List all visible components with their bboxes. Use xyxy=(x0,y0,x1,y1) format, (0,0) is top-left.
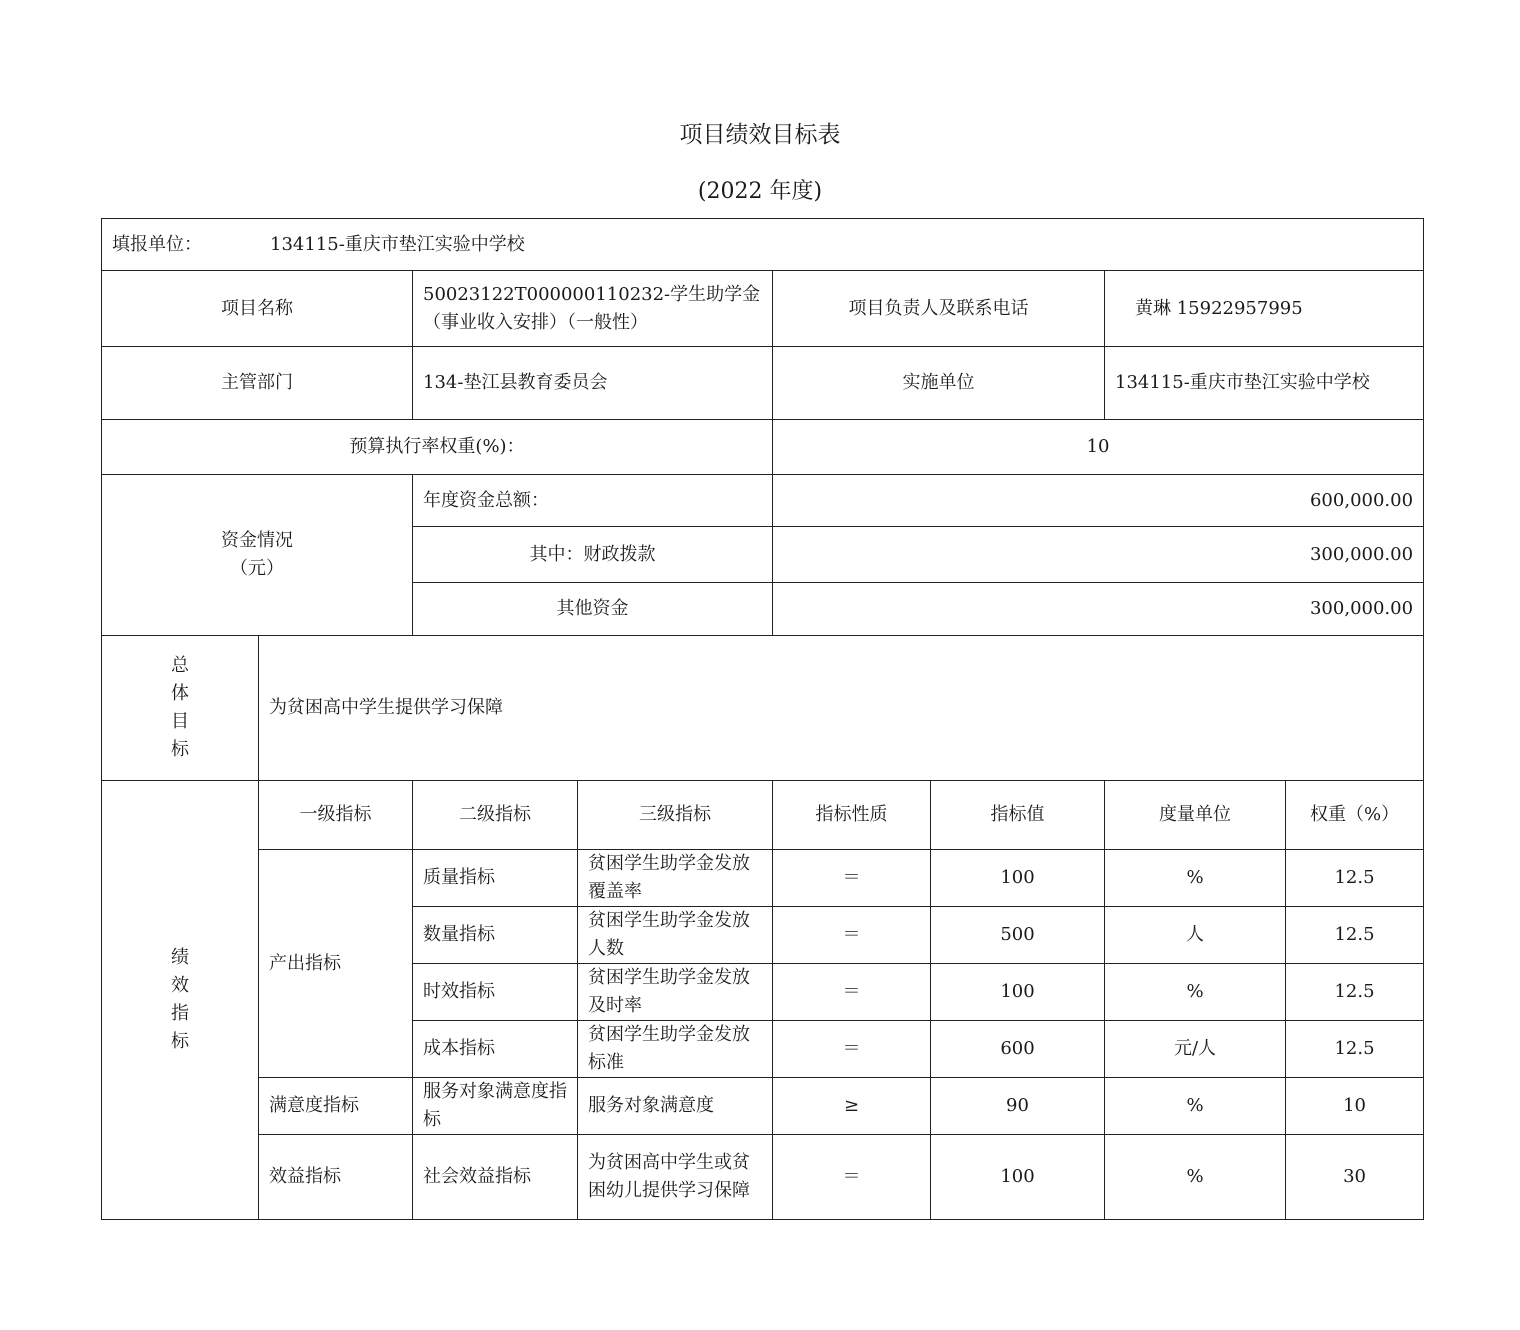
value-cell: 500 xyxy=(931,907,1105,964)
value-cell: 100 xyxy=(931,964,1105,1021)
dept-row xyxy=(102,347,1424,420)
header-level2: 二级指标 xyxy=(413,781,578,850)
level3-cell: 贫困学生助学金发放覆盖率 xyxy=(578,850,773,907)
contact-label: 项目负责人及联系电话 xyxy=(773,271,1105,347)
level3-cell: 贫困学生助学金发放标准 xyxy=(578,1021,773,1078)
perf-label-char: 指 xyxy=(171,1003,189,1024)
nature-cell: ＝ xyxy=(773,1135,931,1220)
dept-label: 主管部门 xyxy=(102,347,413,420)
indicator-row xyxy=(102,1135,1424,1220)
funds-fiscal-label: 其中：财政拨款 xyxy=(413,527,773,583)
goal-label-char: 目 xyxy=(171,711,189,732)
project-name-label: 项目名称 xyxy=(102,271,413,347)
budget-rate-row xyxy=(102,420,1424,475)
unit-cell: 人 xyxy=(1105,907,1286,964)
funds-total-row xyxy=(102,475,1424,527)
header-value: 指标值 xyxy=(931,781,1105,850)
weight-cell: 12.5 xyxy=(1286,907,1424,964)
funds-label-line2: （元） xyxy=(230,558,284,579)
page-title: 项目绩效目标表 xyxy=(679,122,841,148)
indicator-row xyxy=(102,1078,1424,1135)
contact-value: 黄琳 15922957995 xyxy=(1105,271,1424,347)
impl-unit-value: 134115-重庆市垫江实验中学校 xyxy=(1105,347,1424,420)
level1-satisfaction: 满意度指标 xyxy=(259,1078,413,1135)
level3-cell: 为贫困高中学生或贫困幼儿提供学习保障 xyxy=(578,1135,773,1220)
level1-output: 产出指标 xyxy=(259,850,413,1078)
funds-other-value: 300,000.00 xyxy=(773,583,1424,636)
dept-value: 134-垫江县教育委员会 xyxy=(413,347,773,420)
weight-cell: 12.5 xyxy=(1286,1021,1424,1078)
unit-cell: 元/人 xyxy=(1105,1021,1286,1078)
funds-total-label: 年度资金总额： xyxy=(413,475,773,527)
overall-goal-row xyxy=(102,636,1424,781)
value-cell: 600 xyxy=(931,1021,1105,1078)
perf-indicator-label xyxy=(102,781,259,1220)
header-unit: 度量单位 xyxy=(1105,781,1286,850)
budget-rate-label: 预算执行率权重(%)： xyxy=(102,420,773,475)
unit-cell: % xyxy=(1105,850,1286,907)
overall-goal-text: 为贫困高中学生提供学习保障 xyxy=(259,636,1424,781)
funds-total-value: 600,000.00 xyxy=(773,475,1424,527)
nature-cell: ＝ xyxy=(773,1021,931,1078)
project-name-value: 50023122T000000110232-学生助学金（事业收入安排）（一般性） xyxy=(413,271,773,347)
unit-value: 134115-重庆市垫江实验中学校 xyxy=(270,233,525,255)
weight-cell: 30 xyxy=(1286,1135,1424,1220)
impl-unit-label: 实施单位 xyxy=(773,347,1105,420)
level2-cell: 时效指标 xyxy=(413,964,578,1021)
level3-cell: 服务对象满意度 xyxy=(578,1078,773,1135)
level2-cell: 质量指标 xyxy=(413,850,578,907)
level2-cell: 服务对象满意度指标 xyxy=(413,1078,578,1135)
level3-cell: 贫困学生助学金发放人数 xyxy=(578,907,773,964)
unit-cell: % xyxy=(1105,1135,1286,1220)
level2-cell: 成本指标 xyxy=(413,1021,578,1078)
perf-label-char: 效 xyxy=(171,975,189,996)
goal-label-char: 标 xyxy=(171,739,189,760)
indicator-header-row xyxy=(102,781,1424,850)
budget-rate-value: 10 xyxy=(773,420,1424,475)
unit-cell: % xyxy=(1105,1078,1286,1135)
level1-benefit: 效益指标 xyxy=(259,1135,413,1220)
nature-cell: ＝ xyxy=(773,907,931,964)
funds-fiscal-value: 300,000.00 xyxy=(773,527,1424,583)
perf-label-char: 绩 xyxy=(171,947,189,968)
level2-cell: 数量指标 xyxy=(413,907,578,964)
weight-cell: 10 xyxy=(1286,1078,1424,1135)
header-nature: 指标性质 xyxy=(773,781,931,850)
nature-cell: ≥ xyxy=(773,1078,931,1135)
goal-label-char: 总 xyxy=(171,655,189,676)
header-weight: 权重（%） xyxy=(1286,781,1424,850)
perf-label-char: 标 xyxy=(171,1031,189,1052)
level3-cell: 贫困学生助学金发放及时率 xyxy=(578,964,773,1021)
nature-cell: ＝ xyxy=(773,850,931,907)
unit-label: 填报单位： xyxy=(112,233,202,255)
unit-row xyxy=(102,219,1424,271)
indicator-row xyxy=(102,850,1424,907)
funds-label-line1: 资金情况 xyxy=(221,530,293,551)
performance-target-table xyxy=(101,218,1424,1220)
value-cell: 100 xyxy=(931,850,1105,907)
header-level3: 三级指标 xyxy=(578,781,773,850)
weight-cell: 12.5 xyxy=(1286,964,1424,1021)
header-level1: 一级指标 xyxy=(259,781,413,850)
nature-cell: ＝ xyxy=(773,964,931,1021)
value-cell: 90 xyxy=(931,1078,1105,1135)
funds-label xyxy=(102,475,413,636)
value-cell: 100 xyxy=(931,1135,1105,1220)
project-name-row xyxy=(102,271,1424,347)
goal-label-char: 体 xyxy=(171,683,189,704)
page-subtitle-year: (2022 年度) xyxy=(697,179,823,204)
funds-other-label: 其他资金 xyxy=(413,583,773,636)
level2-cell: 社会效益指标 xyxy=(413,1135,578,1220)
weight-cell: 12.5 xyxy=(1286,850,1424,907)
unit-cell: % xyxy=(1105,964,1286,1021)
overall-goal-label xyxy=(102,636,259,781)
